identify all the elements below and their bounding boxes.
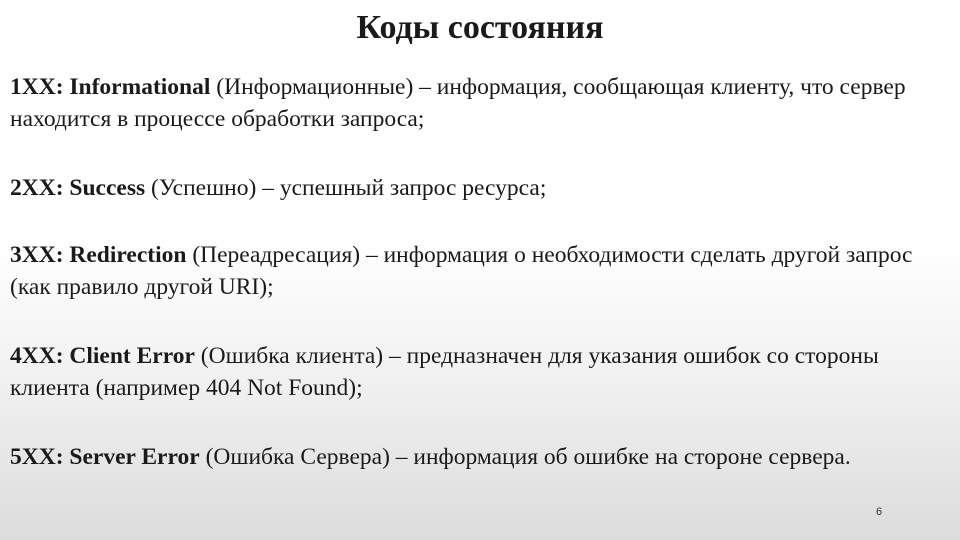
status-code-item-3xx	[10, 239, 955, 303]
status-code-description: (Ошибка клиента) – предназначен для указания ошибок со стороны клиента (например 404 Not Found);	[10, 343, 879, 401]
status-code-item-2xx	[10, 172, 955, 204]
slide-title: Коды состояния	[356, 9, 604, 46]
status-code-item-1xx	[10, 71, 955, 135]
status-code-description: (Ошибка Сервера) – информация об ошибке на стороне сервера.	[199, 444, 851, 470]
status-code-label: 5XX: Server Error	[10, 444, 200, 470]
page-number: 6	[876, 506, 883, 518]
status-code-label: 2XX: Success	[10, 175, 146, 201]
status-code-item-4xx	[10, 340, 955, 404]
status-code-label: 4XX: Client Error	[10, 343, 195, 369]
status-code-item-5xx	[10, 441, 955, 473]
status-code-label: 3XX: Redirection	[10, 242, 187, 268]
status-code-description: (Информационные) – информация, сообщающая клиенту, что сервер находится в процессе обработки запроса;	[10, 74, 906, 132]
status-code-description: (Успешно) – успешный запрос ресурса;	[145, 175, 547, 201]
status-code-description: (Переадресация) – информация о необходимости сделать другой запрос (как правило другой URI);	[10, 242, 913, 300]
status-code-label: 1XX: Informational	[10, 74, 211, 100]
